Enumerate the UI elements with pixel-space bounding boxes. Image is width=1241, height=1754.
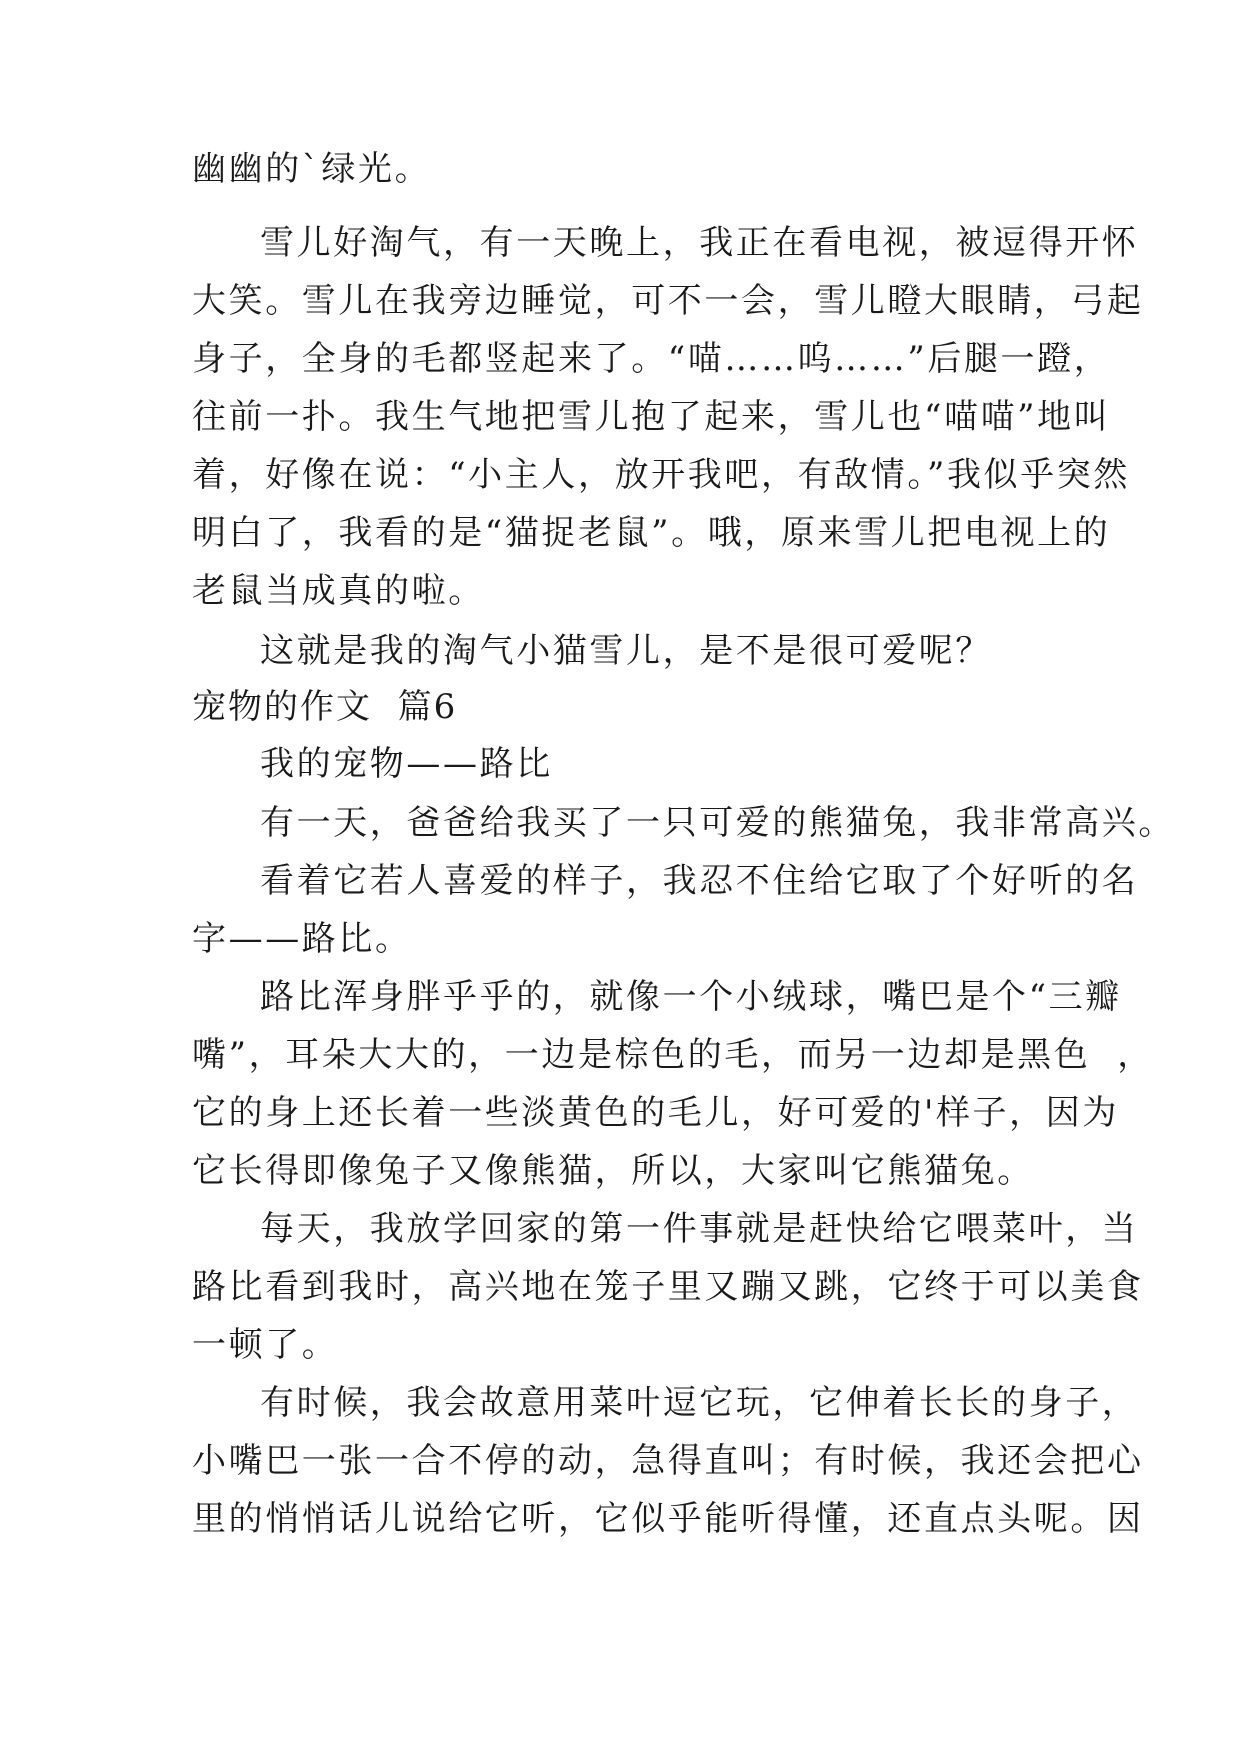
text-line: 幽幽的`绿光。 (192, 149, 432, 189)
text-line: 一顿了。 (192, 1325, 339, 1365)
text-line: 里的悄悄话儿说给它听，它似乎能听得懂，还直点头呢。因 (192, 1499, 1144, 1539)
text-line: 字——路比。 (192, 919, 412, 959)
text-line: 身子，全身的毛都竖起来了。“喵……呜……”后腿一蹬， (192, 339, 1111, 379)
text-line: 每天，我放学回家的第一件事就是赶快给它喂菜叶，当 (260, 1209, 1139, 1249)
text-line: 看着它若人喜爱的样子，我忍不住给它取了个好听的名 (260, 861, 1139, 901)
text-line: 老鼠当成真的啦。 (192, 571, 485, 611)
text-line: 这就是我的淘气小猫雪儿，是不是很可爱呢？ (260, 631, 992, 671)
text-line: 有一天，爸爸给我买了一只可爱的熊猫兔，我非常高兴。 (260, 803, 1175, 843)
text-line: 小嘴巴一张一合不停的动，急得直叫；有时候，我还会把心 (192, 1441, 1144, 1481)
text-line: 它的身上还长着一些淡黄色的毛儿，好可爱的'样子，因为 (192, 1093, 1119, 1133)
text-line: 它长得即像兔子又像熊猫，所以，大家叫它熊猫兔。 (192, 1151, 1034, 1191)
section-heading: 宠物的作文 篇6 (192, 687, 458, 727)
article-title: 我的宠物——路比 (260, 744, 553, 784)
text-line: 雪儿好淘气，有一天晚上，我正在看电视，被逗得开怀 (260, 223, 1139, 263)
text-line: 往前一扑。我生气地把雪儿抱了起来，雪儿也“喵喵”地叫 (192, 397, 1111, 437)
text-line: 路比看到我时，高兴地在笼子里又蹦又跳，它终于可以美食 (192, 1267, 1144, 1307)
text-line: 路比浑身胖乎乎的，就像一个小绒球，嘴巴是个“三瓣 (260, 977, 1122, 1017)
text-line: 嘴”，耳朵大大的，一边是棕色的毛，而另一边却是黑色 ， (192, 1035, 1154, 1075)
text-line: 大笑。雪儿在我旁边睡觉，可不一会，雪儿瞪大眼睛，弓起 (192, 281, 1144, 321)
text-line: 着，好像在说：“小主人，放开我吧，有敌情。”我似乎突然 (192, 455, 1130, 495)
text-line: 有时候，我会故意用菜叶逗它玩，它伸着长长的身子， (260, 1383, 1139, 1423)
text-line: 明白了，我看的是“猫捉老鼠”。哦，原来雪儿把电视上的 (192, 513, 1111, 553)
